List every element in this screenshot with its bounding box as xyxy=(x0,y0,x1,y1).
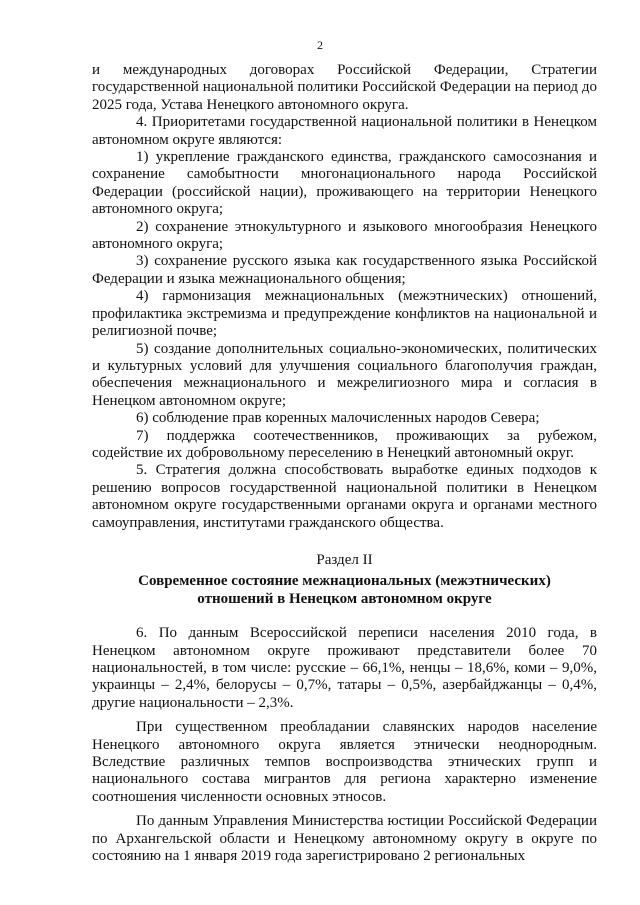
section-heading xyxy=(92,552,597,608)
section-title-line-2: отношений в Ненецком автономном округе xyxy=(197,590,492,607)
section-title-line-1: Современное состояние межнациональных (межэтнических) xyxy=(138,573,551,590)
list-item-priority-7: 7) поддержка соотечественников, проживающих за рубежом, содействие их добровольному переселению в Ненецкий автономный округ. xyxy=(92,427,597,461)
list-item-priority-1: 1) укрепление гражданского единства, гражданского самосознания и сохранение самобытности многонационального народа Российской Федерации (российской нации), проживающего на территории Ненецкого автономного округа; xyxy=(92,149,597,218)
list-item-priority-5: 5) создание дополнительных социально-экономических, политических и культурных условий для улучшения социального благополучия граждан, обеспечения межнационального и межрелигиозного мира и согласия в Ненецком автономном округе; xyxy=(92,340,597,409)
list-item-priority-4: 4) гармонизация межнациональных (межэтнических) отношений, профилактика экстремизма и предупреждение конфликтов на национальной и религиозной почве; xyxy=(92,288,597,340)
page-number: 2 xyxy=(317,38,323,52)
list-item-priority-6: 6) соблюдение прав коренных малочисленных народов Севера; xyxy=(136,410,540,427)
document-body xyxy=(92,62,597,865)
paragraph-item-6: 6. По данным Всероссийской переписи населения 2010 года, в Ненецком автономном округе проживают представители более 70 национальностей, в том числе: русские – 66,1%, ненцы – 18,6%, коми – 9,0%, украинцы – 2,4%, белорусы – 0,7%, татары – 0,5%, азербайджанцы – 0,4%, другие национальности – 2,3%. xyxy=(92,625,597,711)
paragraph-continuation: и международных договорах Российской Федерации, Стратегии государственной национальной политики Российской Федерации на период до 2025 года, Устава Ненецкого автономного округа. xyxy=(92,62,597,113)
section-label: Раздел II xyxy=(316,551,373,568)
paragraph-item-5: 5. Стратегия должна способствовать выработке единых подходов к решению вопросов государственной национальной политики в Ненецком автономном округе государственными органами округа и органами местного самоуправления, институтами гражданского общества. xyxy=(92,462,597,531)
paragraph-item-4: 4. Приоритетами государственной национальной политики в Ненецком автономном округе являются: xyxy=(92,114,597,148)
paragraph-population: При существенном преобладании славянских народов население Ненецкого автономного округа является этнически неоднородным. Вследствие различных темпов воспроизводства этнических групп и национального состава мигрантов для региона характерно изменение соотношения численности основных этносов. xyxy=(92,719,597,805)
paragraph-registration: По данным Управления Министерства юстиции Российской Федерации по Архангельской области и Ненецкому автономному округу в округе по состоянию на 1 января 2019 года зарегистрировано 2 региональных xyxy=(92,813,597,865)
list-item-priority-2: 2) сохранение этнокультурного и языкового многообразия Ненецкого автономного округа; xyxy=(92,218,597,253)
list-item-priority-3: 3) сохранение русского языка как государственного языка Российской Федерации и языка межнационального общения; xyxy=(92,253,597,287)
